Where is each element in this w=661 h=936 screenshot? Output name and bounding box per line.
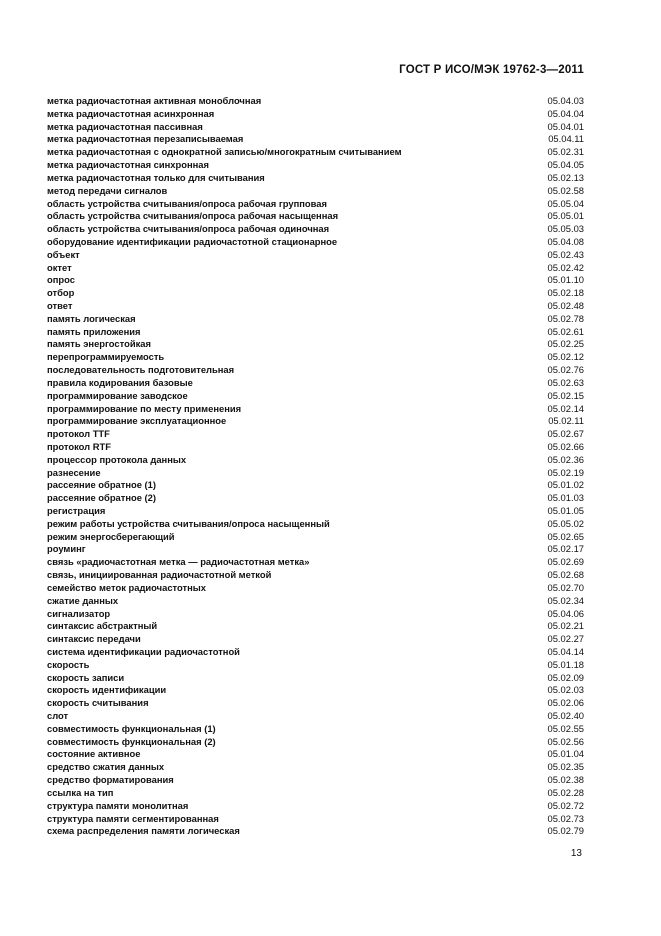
index-entry-row [47,736,584,749]
document-id-header: ГОСТ Р ИСО/МЭК 19762-3—2011 [399,64,584,76]
index-entry-code: 05.02.06 [547,697,584,709]
index-entry-term: состояние активное [47,748,141,760]
index-entry-term: ответ [47,300,73,311]
index-entry-term: совместимость функциональная (2) [47,735,216,747]
index-entry-term: слот [47,710,69,721]
index-entry-term: рассеяние обратное (2) [47,492,157,504]
index-entry-term: метка радиочастотная только для считывания [47,171,265,183]
index-entry-term: перепрограммируемость [47,351,165,363]
index-entry-code: 05.02.36 [547,453,584,465]
index-entry-code: 05.02.03 [547,684,584,696]
index-entry-code: 05.02.11 [548,415,584,427]
index-entry-code: 05.02.17 [547,543,584,555]
index-entry-code: 05.02.56 [547,735,584,747]
index-entry-code: 05.04.01 [547,120,584,132]
index-entry-term: метка радиочастотная активная моноблочная [47,95,262,106]
index-entry-row [47,274,584,287]
index-entry-code: 05.02.70 [547,581,584,593]
index-entry-code: 05.02.21 [547,620,584,632]
index-entry-code: 05.04.05 [547,159,584,171]
index-entry-code: 05.02.34 [547,594,584,606]
index-entry-term: схема распределения памяти логическая [47,825,240,837]
index-entry-term: область устройства считывания/опроса рабочая одиночная [47,223,330,235]
index-entry-term: память приложения [47,325,141,337]
index-entry-term: метка радиочастотная пассивная [47,120,203,132]
index-entry-code: 05.02.14 [547,402,584,414]
index-entry-row [47,351,584,364]
index-entry-code: 05.02.67 [547,428,584,440]
index-entry-code: 05.01.05 [547,505,584,516]
index-entry-code: 05.05.01 [547,210,584,222]
index-entry-code: 05.04.08 [547,235,584,247]
index-entry-row [47,813,584,826]
index-entry-row [47,723,584,736]
index-entry-row [47,415,584,428]
index-entry-code: 05.01.02 [547,479,584,491]
index-entry-row [47,428,584,441]
index-entry-code: 05.01.04 [547,748,584,760]
index-entry-code: 05.02.13 [547,171,584,183]
page-number: 13 [570,848,582,859]
index-entry-row [47,608,584,621]
index-entry-code: 05.02.28 [547,786,584,798]
index-entry-term: средство сжатия данных [47,761,165,773]
index-entry-row [47,595,584,608]
index-entry-row [47,313,584,326]
index-entry-term: ссылка на тип [47,786,114,798]
index-entry-row [47,172,584,185]
index-entry-row [47,774,584,787]
index-entry-row [47,95,584,108]
index-entry-row [47,300,584,313]
index-entry-code: 05.01.10 [547,274,584,286]
index-entry-code: 05.02.12 [547,351,584,363]
index-entry-row [47,146,584,159]
index-entry-code: 05.04.06 [547,607,584,619]
index-entry-row [47,454,584,467]
index-entry-row [47,787,584,800]
index-entry-row [47,403,584,416]
index-entry-term: память энергостойкая [47,338,151,350]
index-entry-term: синтаксис передачи [47,633,141,645]
index-entry-row [47,390,584,403]
index-entry-code: 05.02.79 [547,825,584,837]
index-entry-row [47,364,584,377]
index-entry-code: 05.05.02 [547,517,584,529]
index-entry-term: семейство меток радиочастотных [47,581,206,593]
index-entry-code: 05.02.66 [547,440,584,452]
index-entry-row [47,121,584,134]
index-entry-code: 05.02.78 [547,312,584,324]
index-entry-term: сигнализатор [47,607,111,619]
index-entry-code: 05.04.04 [547,107,584,119]
index-entry-term: область устройства считывания/опроса рабочая групповая [47,197,327,209]
index-entry-code: 05.04.14 [547,645,584,657]
index-entry-term: отбор [47,287,75,299]
index-entry-row [47,582,584,595]
index-entry-term: программирование по месту применения [47,402,242,414]
index-entry-row [47,684,584,697]
index-entry-row [47,800,584,813]
index-entry-code: 05.01.18 [547,658,584,670]
index-entry-term: опрос [47,274,75,286]
index-entry-term: структура памяти монолитная [47,799,189,811]
index-entry-row [47,531,584,544]
index-entry-row [47,479,584,492]
index-entry-code: 05.02.38 [547,774,584,786]
index-entry-term: метка радиочастотная с однократной записью/многократным считыванием [47,146,402,158]
index-entry-code: 05.02.61 [547,325,584,337]
index-entry-code: 05.02.58 [547,184,584,196]
index-entry-term: скорость считывания [47,697,149,709]
index-entry-term: программирование эксплуатационное [47,415,227,427]
index-entry-row [47,326,584,339]
index-entry-code: 05.02.25 [547,338,584,350]
index-entry-row [47,133,584,146]
index-entry-term: режим энергосберегающий [47,530,175,542]
index-entry-term: разнесение [47,466,101,478]
index-entry-row [47,338,584,351]
index-entry-term: роуминг [47,543,86,555]
index-entry-term: регистрация [47,505,106,516]
index-entry-code: 05.02.35 [547,761,584,773]
index-entry-row [47,569,584,582]
index-entry-row [47,556,584,569]
index-entry-code: 05.02.42 [547,261,584,273]
index-entry-term: оборудование идентификации радиочастотной стационарное [47,235,338,247]
index-entry-code: 05.02.27 [547,633,584,645]
index-entry-row [47,825,584,838]
index-entry-code: 05.02.40 [547,710,584,721]
index-entry-code: 05.02.63 [547,376,584,388]
index-entry-code: 05.02.69 [547,556,584,568]
index-entry-row [47,710,584,723]
index-entry-row [47,377,584,390]
index-entry-term: скорость [47,658,90,670]
index-entry-term: метка радиочастотная перезаписываемая [47,133,244,145]
index-entry-term: средство форматирования [47,774,174,786]
index-entry-term: программирование заводское [47,389,188,401]
index-entry-term: метка радиочастотная синхронная [47,159,209,171]
index-entry-row [47,543,584,556]
index-entry-term: режим работы устройства считывания/опроса насыщенный [47,517,330,529]
index-entry-row [47,659,584,672]
index-entry-row [47,159,584,172]
index-entry-code: 05.02.31 [547,146,584,158]
index-entry-term: память логическая [47,312,136,324]
index-entry-term: система идентификации радиочастотной [47,645,240,657]
index-entry-code: 05.05.03 [547,223,584,235]
index-entry-row [47,633,584,646]
index-entry-code: 05.02.48 [547,300,584,311]
index-entry-code: 05.02.76 [547,364,584,376]
index-entry-code: 05.02.15 [547,389,584,401]
index-entry-row [47,236,584,249]
index-entry-code: 05.02.73 [547,812,584,824]
index-entry-row [47,198,584,211]
index-entry-term: протокол RTF [47,440,111,452]
index-entry-row [47,262,584,275]
index-entry-term: связь «радиочастотная метка — радиочастотная метка» [47,556,310,568]
index-entry-term: октет [47,261,72,273]
index-entry-row [47,672,584,685]
index-entry-code: 05.05.04 [547,197,584,209]
index-entry-row [47,108,584,121]
index-entry-term: правила кодирования базовые [47,376,193,388]
index-entry-code: 05.02.72 [547,799,584,811]
index-entry-term: объект [47,248,80,260]
index-entry-row [47,646,584,659]
index-entry-term: сжатие данных [47,594,119,606]
index-entry-term: рассеяние обратное (1) [47,479,157,491]
index-entry-term: последовательность подготовительная [47,364,235,376]
index-entry-term: процессор протокола данных [47,453,187,465]
index-entry-row [47,748,584,761]
index-entry-row [47,223,584,236]
index-entry-term: связь, инициированная радиочастотной меткой [47,569,272,581]
index-entry-term: синтаксис абстрактный [47,620,158,632]
index-entry-row [47,210,584,223]
index-entry-code: 05.01.03 [547,492,584,504]
index-entry-row [47,620,584,633]
index-entry-row [47,441,584,454]
index-entry-row [47,518,584,531]
index-entry-row [47,467,584,480]
index-entries-list [47,95,584,838]
index-entry-row [47,287,584,300]
index-entry-code: 05.02.68 [547,569,584,581]
index-entry-term: скорость записи [47,671,125,683]
index-entry-term: метка радиочастотная асинхронная [47,107,215,119]
index-entry-code: 05.02.19 [547,466,584,478]
index-entry-row [47,492,584,505]
index-entry-row [47,505,584,518]
index-entry-row [47,185,584,198]
index-entry-row [47,761,584,774]
index-entry-term: область устройства считывания/опроса рабочая насыщенная [47,210,339,222]
index-entry-code: 05.02.43 [547,248,584,260]
index-entry-code: 05.04.03 [547,95,584,106]
index-entry-term: протокол TTF [47,428,110,440]
index-entry-term: совместимость функциональная (1) [47,722,216,734]
index-entry-code: 05.04.11 [548,133,584,145]
index-entry-term: метод передачи сигналов [47,184,168,196]
index-entry-term: структура памяти сегментированная [47,812,219,824]
index-entry-code: 05.02.65 [547,530,584,542]
index-entry-code: 05.02.18 [547,287,584,299]
index-entry-row [47,249,584,262]
index-entry-row [47,697,584,710]
index-entry-code: 05.02.09 [547,671,584,683]
index-entry-term: скорость идентификации [47,684,167,696]
index-entry-code: 05.02.55 [547,722,584,734]
